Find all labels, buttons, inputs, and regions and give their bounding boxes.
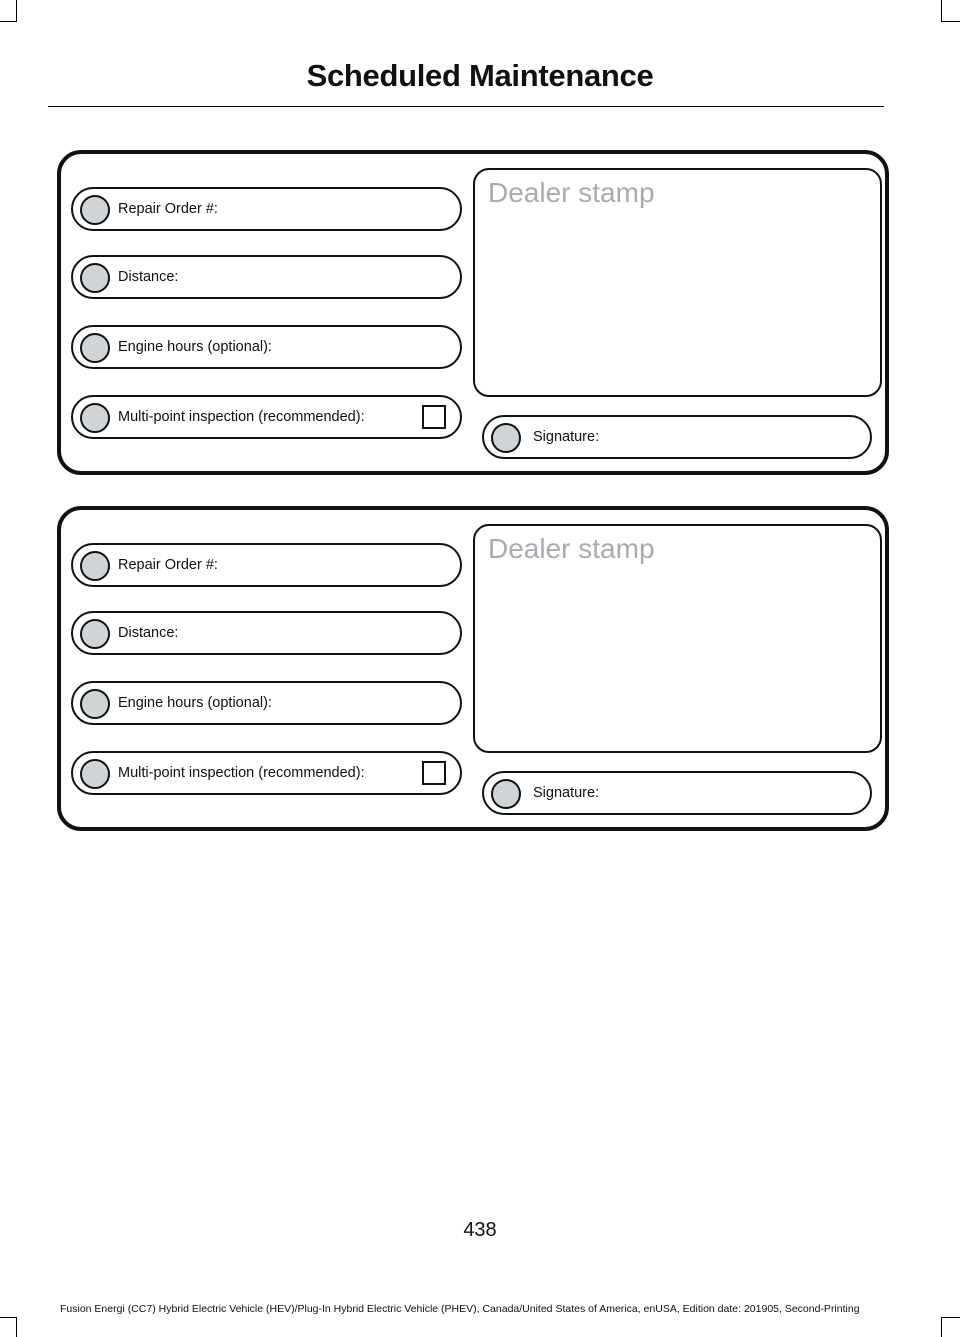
crop-mark — [941, 21, 960, 22]
crop-mark — [0, 21, 17, 22]
crop-mark — [941, 1317, 960, 1318]
title-divider — [48, 106, 884, 107]
bullet-dot-icon — [80, 759, 110, 789]
bullet-dot-icon — [80, 403, 110, 433]
repair-order-field[interactable] — [71, 543, 462, 587]
dealer-stamp-area — [473, 524, 882, 753]
inspection-checkbox[interactable] — [422, 405, 446, 429]
page-number: 438 — [463, 1219, 497, 1241]
bullet-dot-icon — [80, 195, 110, 225]
signature-field[interactable] — [482, 771, 872, 815]
engine-hours-field[interactable] — [71, 325, 462, 369]
maintenance-record-card — [57, 150, 889, 475]
inspection-field — [71, 751, 462, 795]
repair-order-label: Repair Order #: — [118, 557, 218, 573]
bullet-dot-icon — [491, 779, 521, 809]
bullet-dot-icon — [80, 689, 110, 719]
dealer-stamp-label: Dealer stamp — [488, 177, 655, 208]
bullet-dot-icon — [80, 619, 110, 649]
dealer-stamp-area — [473, 168, 882, 397]
crop-mark — [941, 0, 942, 22]
inspection-field — [71, 395, 462, 439]
distance-field[interactable] — [71, 611, 462, 655]
signature-label: Signature: — [533, 429, 600, 445]
crop-mark — [16, 1317, 17, 1337]
engine-hours-label: Engine hours (optional): — [118, 695, 272, 711]
inspection-label: Multi-point inspection (recommended): — [118, 409, 365, 425]
repair-order-label: Repair Order #: — [118, 201, 218, 217]
bullet-dot-icon — [80, 333, 110, 363]
crop-mark — [0, 1317, 17, 1318]
engine-hours-label: Engine hours (optional): — [118, 339, 272, 355]
crop-mark — [941, 1317, 942, 1337]
inspection-checkbox[interactable] — [422, 761, 446, 785]
repair-order-field[interactable] — [71, 187, 462, 231]
maintenance-record-card — [57, 506, 889, 831]
dealer-stamp-label: Dealer stamp — [488, 533, 655, 564]
footer-edition-text: Fusion Energi (CC7) Hybrid Electric Vehicle (HEV)/Plug-In Hybrid Electric Vehicle (PHEV), Canada/United States of America, enUSA, Edition date: 201905, Second-Printing — [60, 1303, 860, 1315]
bullet-dot-icon — [80, 551, 110, 581]
page-title: Scheduled Maintenance — [306, 58, 654, 93]
bullet-dot-icon — [491, 423, 521, 453]
signature-label: Signature: — [533, 785, 600, 801]
distance-label: Distance: — [118, 269, 179, 285]
bullet-dot-icon — [80, 263, 110, 293]
engine-hours-field[interactable] — [71, 681, 462, 725]
distance-field[interactable] — [71, 255, 462, 299]
distance-label: Distance: — [118, 625, 179, 641]
signature-field[interactable] — [482, 415, 872, 459]
inspection-label: Multi-point inspection (recommended): — [118, 765, 365, 781]
crop-mark — [16, 0, 17, 22]
